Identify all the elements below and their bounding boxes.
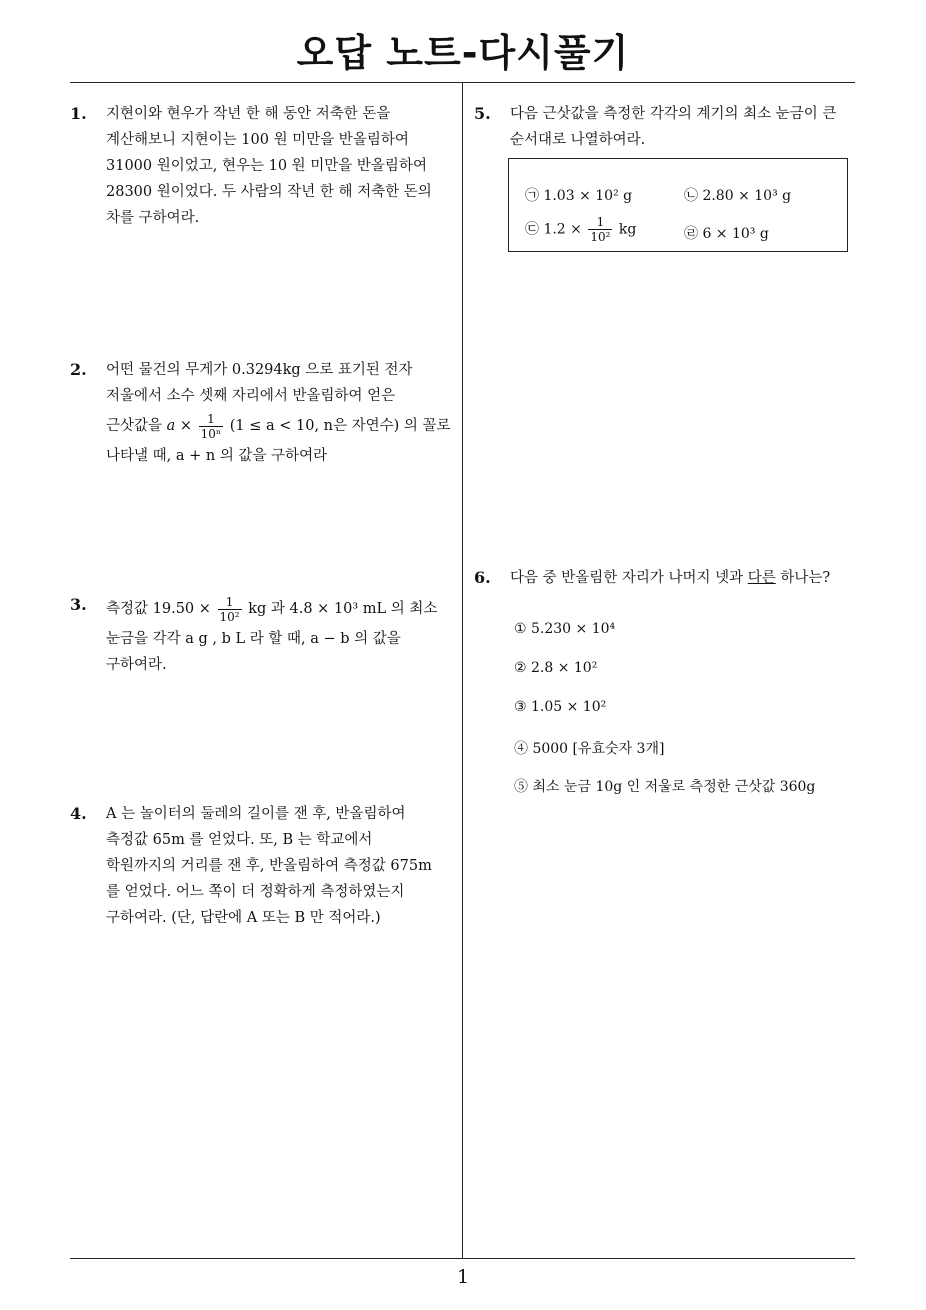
- question-line: 다음 근삿값을 측정한 각각의 계기의 최소 눈금이 큰: [510, 106, 837, 122]
- fraction-denominator: 10ⁿ: [200, 426, 222, 441]
- column-divider: [462, 83, 463, 1258]
- question-number: 2.: [70, 360, 87, 379]
- question-number: 5.: [474, 104, 491, 123]
- fraction: [218, 595, 242, 624]
- fraction: [199, 412, 223, 441]
- question-number: 6.: [474, 568, 491, 587]
- text-span: 의 꼴로: [399, 418, 451, 434]
- question-text: [106, 101, 456, 231]
- option-1: ① 5.230 × 10⁴: [514, 621, 616, 637]
- choice-a: ㉠ 1.03 × 10² g: [525, 188, 633, 204]
- question-line: 구하여라.: [106, 657, 167, 673]
- text-span: 근삿값을: [106, 418, 167, 434]
- option-3: ③ 1.05 × 10²: [514, 699, 607, 715]
- option-5: ⑤ 최소 눈금 10g 인 저울로 측정한 근삿값 360g: [514, 779, 816, 795]
- text-span: ㉢ 1.2 ×: [525, 221, 587, 238]
- math-condition: (1 ≤ a < 10, n은 자연수): [225, 418, 400, 434]
- question-text: [106, 801, 456, 931]
- question-number: 1.: [70, 104, 87, 123]
- fraction-numerator: 1: [588, 215, 612, 230]
- question-line: 나타낼 때, a + n 의 값을 구하여라: [106, 448, 328, 464]
- question-line: [106, 409, 456, 443]
- question-text: [510, 101, 890, 153]
- question-text: [106, 592, 456, 678]
- fraction: [588, 215, 612, 244]
- page-number: 1: [456, 1266, 470, 1288]
- math-op: ×: [175, 418, 197, 434]
- question-line: 구하여라. (단, 답란에 A 또는 B 만 적어라.): [106, 910, 381, 926]
- question-line: 계산해보니 지현이는 100 원 미만을 반올림하여: [106, 132, 409, 148]
- question-number: 4.: [70, 804, 87, 823]
- question-line: 어떤 물건의 무게가 0.3294kg 으로 표기된 전자: [106, 362, 413, 378]
- question-line: 순서대로 나열하여라.: [510, 132, 646, 148]
- option-2: ② 2.8 × 10²: [514, 660, 598, 676]
- question-text: [106, 357, 456, 469]
- question-line: [510, 565, 890, 591]
- question-line: 를 얻었다. 어느 쪽이 더 정확하게 측정하였는지: [106, 884, 405, 900]
- question-line: [106, 592, 456, 626]
- choice-c: [525, 215, 636, 244]
- underlined-text: 다른: [747, 570, 776, 586]
- page-title: 오답 노트-다시풀기: [296, 31, 630, 75]
- option-4: ④ 5000 [유효숫자 3개]: [514, 741, 665, 757]
- question-line: 차를 구하여라.: [106, 210, 200, 226]
- fraction-denominator: 10²: [590, 230, 611, 244]
- footer-rule: [70, 1258, 855, 1259]
- fraction-numerator: 1: [218, 595, 242, 610]
- question-number: 3.: [70, 595, 87, 614]
- question-line: 28300 원이었다. 두 사람의 작년 한 해 저축한 돈의: [106, 184, 432, 200]
- fraction-denominator: 10²: [219, 609, 240, 624]
- question-text: [510, 565, 890, 591]
- text-span: 다음 중 반올림한 자리가 나머지 넷과: [510, 570, 748, 586]
- question-line: 저울에서 소수 셋째 자리에서 반올림하여 얻은: [106, 388, 396, 404]
- question-line: 학원까지의 거리를 잰 후, 반올림하여 측정값 675m: [106, 858, 432, 874]
- choice-b: ㉡ 2.80 × 10³ g: [684, 188, 792, 204]
- question-line: 지현이와 현우가 작년 한 해 동안 저축한 돈을: [106, 106, 391, 122]
- text-span: kg 과 4.8 × 10³ mL 의 최소: [243, 601, 438, 617]
- question-line: 31000 원이었고, 현우는 10 원 미만을 반올림하여: [106, 158, 427, 174]
- choice-d: ㉣ 6 × 10³ g: [684, 226, 769, 242]
- text-span: kg: [614, 221, 637, 238]
- question-line: 눈금을 각각 a g , b L 라 할 때, a − b 의 값을: [106, 631, 401, 647]
- fraction-numerator: 1: [199, 412, 223, 427]
- question-line: 측정값 65m 를 얻었다. 또, B 는 학교에서: [106, 832, 373, 848]
- text-span: 하나는?: [775, 570, 831, 586]
- choices-box: [508, 158, 848, 252]
- question-line: A 는 놀이터의 둘레의 길이를 잰 후, 반올림하여: [106, 806, 406, 822]
- math-var: a: [166, 418, 176, 434]
- text-span: 측정값 19.50 ×: [106, 601, 216, 617]
